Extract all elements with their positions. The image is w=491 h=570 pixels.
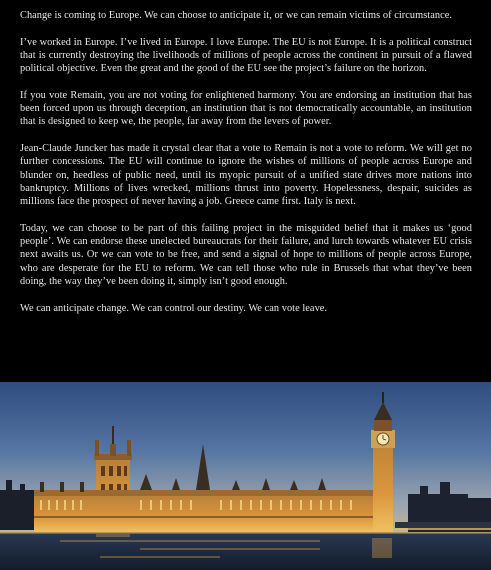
paragraph-1: Change is coming to Europe. We can choose to anticipate it, or we can remain victims of circumstance. <box>20 10 453 21</box>
paragraph-6: We can anticipate change. We can control our destiny. We can vote leave. <box>20 302 328 314</box>
river-thames <box>0 532 491 570</box>
paragraph-4: Jean-Claude Juncker has made it crystal clear that a vote to Remain is not a vote to reform. We will get no further concessions. The EU will continue to ignore the wishes of millions of people across Europe and blunder on, heedless of public need, until its myopic pursuit of a unified state drives more nations into bankruptcy. Millions of lives wrecked, millions thrust into poverty. Hopelessness, despair, suicides as millions face the prospect of never having a job. Greece came first. Italy is next. <box>20 142 472 208</box>
westminster-photo <box>0 382 491 570</box>
paragraph-5: Today, we can choose to be part of this failing project in the misguided belief that it makes us ‘good people’. We can endorse these unelected bureaucrats for their failure, and lurch towards whatever EU crisis next awaits us. Or we can vote to be free, and send a signal of hope to millions of people across Europe, who are desperate for the EU to reform. We can tell those who rule in Brussels that what they’ve been doing, the way they’ve been doing it, simply isn’t good enough. <box>20 222 472 287</box>
paragraph-2: I’ve worked in Europe. I’ve lived in Europe. I love Europe. The EU is not Europe. It is a political construct that is currently destroying the livelihoods of millions of people across the continent in pursuit of a flawed political objective. Even the great and the good of the EU see the project’s failure on the horizon. <box>20 36 472 75</box>
paragraph-3: If you vote Remain, you are not voting for enlightened harmony. You are endorsing an institution that has been forced upon us through deception, an institution that is not democratically accountable, an institution that is designed to keep we, the people, far away from the levers of power. <box>20 89 472 128</box>
article-text <box>20 9 472 328</box>
westminster-bridge <box>395 522 491 530</box>
